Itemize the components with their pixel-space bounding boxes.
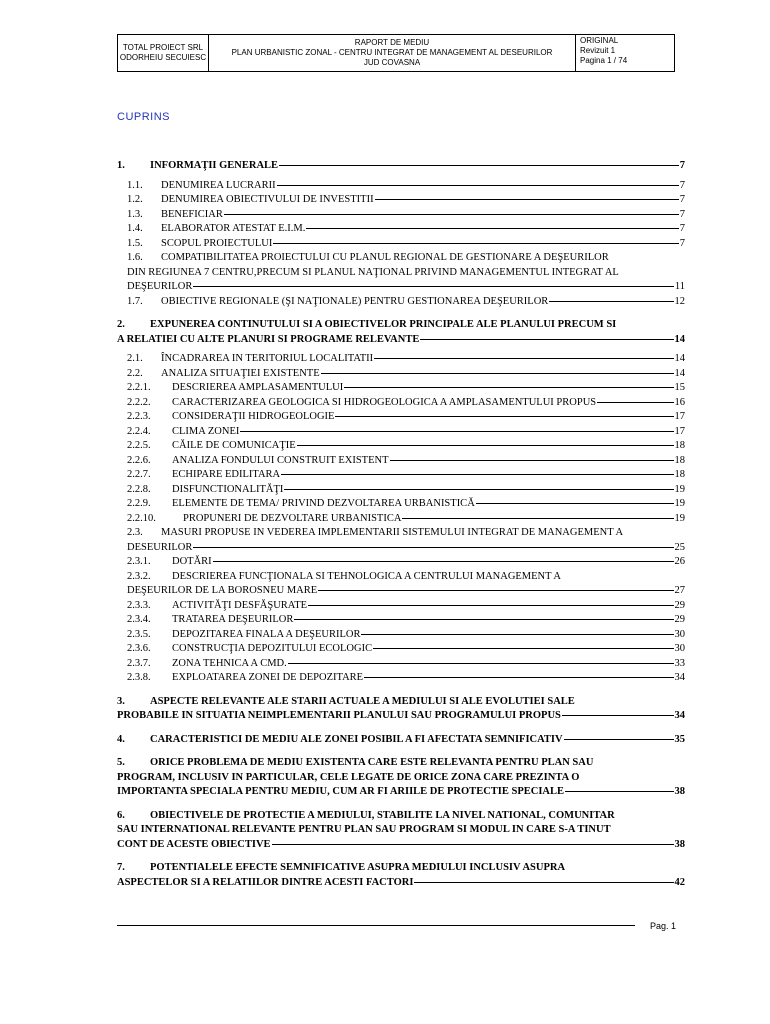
footer-rule bbox=[117, 925, 635, 926]
toc-page: 19 bbox=[674, 483, 685, 495]
toc-page: 18 bbox=[674, 454, 685, 466]
toc-entry[interactable] bbox=[117, 555, 685, 570]
toc-text: SCOPUL PROIECTULUI bbox=[161, 237, 273, 249]
toc-text: CARACTERISTICI DE MEDIU ALE ZONEI POSIBIL A FI AFECTATA SEMNIFICATIV bbox=[150, 733, 563, 745]
toc-leader bbox=[240, 431, 673, 432]
toc-page: 14 bbox=[674, 367, 685, 379]
toc-entry[interactable] bbox=[117, 526, 685, 555]
toc-entry[interactable] bbox=[117, 657, 685, 672]
toc-entry[interactable] bbox=[117, 410, 685, 425]
toc-text: CONSTRUCŢIA DEPOZITULUI ECOLOGIC bbox=[172, 643, 373, 654]
toc-entry[interactable] bbox=[117, 599, 685, 614]
toc-number: 2.3.4. bbox=[127, 614, 151, 625]
toc-entry[interactable] bbox=[117, 159, 685, 174]
toc-page: 33 bbox=[674, 657, 685, 669]
toc-text: ECHIPARE EDILITARA bbox=[172, 469, 281, 480]
toc-entry[interactable] bbox=[117, 439, 685, 454]
toc-page: 18 bbox=[674, 469, 685, 480]
toc-text: INFORMAŢII GENERALE bbox=[150, 160, 279, 171]
toc-page: 34 bbox=[674, 710, 685, 721]
header-title bbox=[209, 35, 576, 72]
toc-page: 19 bbox=[674, 498, 685, 509]
toc-row bbox=[117, 367, 685, 382]
toc-leader bbox=[213, 561, 674, 562]
toc-text: DESEURILOR bbox=[127, 541, 193, 553]
toc-entry[interactable] bbox=[117, 733, 685, 748]
toc-leader bbox=[562, 715, 674, 716]
toc-row bbox=[117, 512, 685, 527]
toc-row bbox=[117, 628, 685, 643]
toc-text: COMPATIBILITATEA PROIECTULUI CU PLANUL REGIONAL DE GESTIONARE A DEŞEURILOR bbox=[161, 252, 609, 263]
toc-number: 3. bbox=[117, 695, 125, 707]
toc-text: IMPORTANTA SPECIALA PENTRU MEDIU, CUM AR FI ARIILE DE PROTECTIE SPECIALE bbox=[117, 786, 565, 797]
toc-first-line bbox=[117, 861, 685, 876]
toc-row bbox=[117, 584, 685, 599]
header-title-line3: JUD COVASNA bbox=[363, 58, 421, 67]
toc-text: DEŞEURILOR DE LA BOROSNEU MARE bbox=[127, 585, 318, 596]
toc-first-line bbox=[117, 318, 685, 333]
toc-text: EXPUNEREA CONTINUTULUI SI A OBIECTIVELOR PRINCIPALE ALE PLANULUI PRECUM SI bbox=[150, 319, 617, 330]
toc-number: 1.6. bbox=[127, 252, 143, 263]
toc-page: 18 bbox=[674, 440, 685, 451]
toc-page: 30 bbox=[674, 643, 685, 654]
toc-leader bbox=[375, 199, 679, 200]
toc-row bbox=[117, 425, 685, 440]
toc-page: 38 bbox=[674, 786, 685, 797]
toc-entry[interactable] bbox=[117, 367, 685, 382]
toc-entry[interactable] bbox=[117, 671, 685, 686]
toc-number: 2.3. bbox=[127, 527, 143, 538]
toc-leader bbox=[565, 791, 673, 792]
toc-row bbox=[117, 208, 685, 223]
toc-first-line bbox=[117, 251, 685, 266]
toc-entry[interactable] bbox=[117, 352, 685, 367]
toc-number: 2.2.2. bbox=[127, 396, 151, 408]
toc-row bbox=[117, 613, 685, 628]
toc-leader bbox=[402, 518, 673, 519]
toc-text: ANALIZA SITUAŢIEI EXISTENTE bbox=[161, 367, 320, 379]
toc-entry[interactable] bbox=[117, 695, 685, 724]
toc-number: 4. bbox=[117, 733, 125, 745]
toc-text: POTENTIALELE EFECTE SEMNIFICATIVE ASUPRA MEDIULUI INCLUSIV ASUPRA bbox=[150, 862, 566, 873]
toc-entry[interactable] bbox=[117, 497, 685, 512]
toc-number: 1.5. bbox=[127, 237, 143, 249]
toc-number: 2.2. bbox=[127, 367, 143, 379]
toc-leader bbox=[361, 634, 673, 635]
toc-text: CONSIDERAŢII HIDROGEOLOGIE bbox=[172, 411, 335, 422]
toc-row bbox=[117, 642, 685, 657]
toc-leader bbox=[321, 373, 674, 374]
toc-number: 2. bbox=[117, 319, 125, 330]
toc-text: ZONA TEHNICA A CMD. bbox=[172, 657, 287, 669]
toc-number: 2.2.1. bbox=[127, 382, 151, 393]
toc-page: 11 bbox=[674, 281, 685, 292]
toc-number: 2.1. bbox=[127, 353, 143, 364]
toc-row bbox=[117, 295, 685, 310]
toc-text-line: DIN REGIUNEA 7 CENTRU,PRECUM SI PLANUL NAŢIONAL PRIVIND MANAGEMENTUL INTEGRAT AL bbox=[127, 266, 619, 278]
toc-page: 12 bbox=[674, 295, 685, 307]
toc-leader bbox=[281, 474, 673, 475]
toc-row bbox=[117, 222, 685, 237]
toc-entry[interactable] bbox=[117, 483, 685, 498]
toc-leader bbox=[284, 489, 673, 490]
header-company-name: TOTAL PROIECT SRL bbox=[122, 43, 204, 52]
toc-text: DENUMIREA LUCRARII bbox=[161, 179, 276, 191]
toc-page: 7 bbox=[679, 223, 685, 234]
toc-page: 26 bbox=[674, 556, 685, 567]
toc-leader bbox=[390, 460, 674, 461]
toc-text: ELEMENTE DE TEMA/ PRIVIND DEZVOLTAREA URBANISTICĂ bbox=[172, 498, 475, 509]
toc-page: 16 bbox=[674, 396, 685, 408]
toc-leader bbox=[297, 445, 674, 446]
toc-entry[interactable] bbox=[117, 570, 685, 599]
toc-entry[interactable] bbox=[117, 809, 685, 853]
toc-text: MASURI PROPUSE IN VEDEREA IMPLEMENTARII SISTEMULUI INTEGRAT DE MANAGEMENT A bbox=[161, 527, 624, 538]
toc-entry[interactable] bbox=[117, 454, 685, 469]
toc-row bbox=[117, 483, 685, 498]
toc-entry[interactable] bbox=[117, 613, 685, 628]
toc-leader bbox=[306, 228, 678, 229]
toc-entry[interactable] bbox=[117, 295, 685, 310]
toc-text: ACTIVITĂŢI DESFĂŞURATE bbox=[172, 599, 308, 611]
toc-text: ASPECTE RELEVANTE ALE STARII ACTUALE A MEDIULUI SI ALE EVOLUTIEI SALE bbox=[150, 695, 575, 707]
toc-first-line bbox=[117, 526, 685, 541]
toc-row bbox=[117, 193, 685, 208]
toc-text: PROBABILE IN SITUATIA NEIMPLEMENTARII PLANULUI SAU PROGRAMULUI PROPUS bbox=[117, 710, 561, 721]
toc-text: DESCRIEREA AMPLASAMENTULUI bbox=[172, 382, 344, 393]
toc-number: 1.2. bbox=[127, 194, 143, 205]
header-title-line1: RAPORT DE MEDIU bbox=[354, 38, 430, 47]
header-meta bbox=[576, 35, 675, 72]
toc-row bbox=[117, 396, 685, 411]
toc-leader bbox=[420, 339, 673, 340]
toc-row bbox=[117, 410, 685, 425]
toc-number: 2.3.1. bbox=[127, 556, 151, 567]
toc-number: 1.4. bbox=[127, 223, 143, 234]
toc-row bbox=[117, 838, 685, 853]
toc-page: 14 bbox=[674, 353, 685, 364]
toc-page: 29 bbox=[674, 614, 685, 625]
toc-number: 2.2.7. bbox=[127, 469, 151, 480]
toc-number: 2.2.6. bbox=[127, 454, 151, 466]
toc-leader bbox=[364, 677, 673, 678]
toc-row bbox=[117, 555, 685, 570]
toc-text: ÎNCADRAREA IN TERITORIUL LOCALITATII bbox=[161, 353, 374, 364]
toc-entry[interactable] bbox=[117, 628, 685, 643]
toc-text: DESCRIEREA FUNCŢIONALA SI TEHNOLOGICA A CENTRULUI MANAGEMENT A bbox=[172, 570, 561, 582]
toc-page: 29 bbox=[674, 599, 685, 611]
toc-leader bbox=[224, 214, 679, 215]
toc-leader bbox=[373, 648, 673, 649]
toc-number: 2.3.3. bbox=[127, 599, 151, 611]
table-of-contents bbox=[117, 150, 685, 890]
toc-leader bbox=[335, 416, 673, 417]
toc-text: OBIECTIVELE DE PROTECTIE A MEDIULUI, STABILITE LA NIVEL NATIONAL, COMUNITAR bbox=[150, 809, 615, 821]
toc-text: ELABORATOR ATESTAT E.I.M. bbox=[161, 223, 306, 234]
toc-number: 2.3.8. bbox=[127, 672, 151, 683]
toc-entry[interactable] bbox=[117, 642, 685, 657]
toc-number: 2.2.5. bbox=[127, 440, 151, 451]
toc-page: 7 bbox=[679, 179, 685, 191]
toc-row bbox=[117, 352, 685, 367]
toc-text-line: SAU INTERNATIONAL RELEVANTE PENTRU PLAN SAU PROGRAM SI MODUL IN CARE S-A TINUT bbox=[117, 824, 611, 835]
toc-text: DEŞEURILOR bbox=[127, 281, 193, 292]
toc-page: 35 bbox=[674, 733, 685, 745]
toc-entry[interactable] bbox=[117, 468, 685, 483]
toc-entry[interactable] bbox=[117, 208, 685, 223]
toc-number: 2.3.6. bbox=[127, 643, 151, 654]
toc-entry[interactable] bbox=[117, 193, 685, 208]
toc-row bbox=[117, 733, 685, 748]
toc-leader bbox=[549, 301, 673, 302]
toc-entry[interactable] bbox=[117, 318, 685, 347]
toc-page: 14 bbox=[674, 333, 685, 345]
toc-row bbox=[117, 657, 685, 672]
toc-page: 7 bbox=[679, 194, 685, 205]
toc-text: ORICE PROBLEMA DE MEDIU EXISTENTA CARE ESTE RELEVANTA PENTRU PLAN SAU bbox=[150, 757, 594, 768]
toc-number: 1.1. bbox=[127, 179, 143, 191]
toc-text: DISFUNCTIONALITĂŢI bbox=[172, 483, 284, 495]
toc-number: 2.3.5. bbox=[127, 628, 151, 640]
toc-first-line bbox=[117, 756, 685, 771]
toc-leader bbox=[374, 358, 673, 359]
toc-row bbox=[117, 381, 685, 396]
toc-entry[interactable] bbox=[117, 425, 685, 440]
toc-page: 15 bbox=[674, 382, 685, 393]
header-company-city: ODORHEIU SECUIESC bbox=[119, 53, 207, 62]
toc-row bbox=[117, 497, 685, 512]
toc-text: A RELATIEI CU ALTE PLANURI SI PROGRAME RELEVANTE bbox=[117, 333, 420, 345]
toc-number: 6. bbox=[117, 809, 125, 821]
toc-text: DENUMIREA OBIECTIVULUI DE INVESTITII bbox=[161, 194, 374, 205]
footer-page-label: Pag. 1 bbox=[650, 921, 677, 931]
toc-row bbox=[117, 541, 685, 556]
toc-page: 34 bbox=[674, 672, 685, 683]
toc-row bbox=[117, 671, 685, 686]
toc-first-line bbox=[117, 809, 685, 824]
toc-text-line: PROGRAM, INCLUSIV IN PARTICULAR, CELE LEGATE DE ORICE ZONA CARE PREZINTA O bbox=[117, 771, 580, 783]
toc-entry[interactable] bbox=[117, 222, 685, 237]
toc-row bbox=[117, 159, 685, 174]
toc-text: CLIMA ZONEI bbox=[172, 425, 240, 437]
toc-row bbox=[117, 785, 685, 800]
toc-leader bbox=[344, 387, 673, 388]
toc-text: CARACTERIZAREA GEOLOGICA SI HIDROGEOLOGICA A AMPLASAMENTULUI PROPUS bbox=[172, 396, 597, 408]
toc-page: 17 bbox=[674, 425, 685, 437]
toc-row bbox=[117, 454, 685, 469]
header-page: Pagina 1 / 74 bbox=[580, 56, 628, 65]
toc-leader bbox=[318, 590, 673, 591]
toc-entry[interactable] bbox=[117, 512, 685, 527]
toc-text: CONT DE ACESTE OBIECTIVE bbox=[117, 838, 271, 850]
toc-page: 27 bbox=[674, 585, 685, 596]
toc-text: TRATAREA DEŞEURILOR bbox=[172, 614, 294, 625]
toc-page: 25 bbox=[674, 541, 685, 553]
header-status: ORIGINAL bbox=[580, 36, 619, 45]
toc-number: 7. bbox=[117, 862, 125, 873]
toc-number: 2.2.10. bbox=[127, 512, 156, 524]
toc-text: CĂILE DE COMUNICAŢIE bbox=[172, 440, 296, 451]
toc-text: DEPOZITAREA FINALA A DEŞEURILOR bbox=[172, 628, 361, 640]
toc-entry[interactable] bbox=[117, 861, 685, 890]
header-revision: Revizuit 1 bbox=[580, 46, 616, 55]
toc-entry[interactable] bbox=[117, 396, 685, 411]
toc-entry[interactable] bbox=[117, 756, 685, 800]
toc-text: EXPLOATAREA ZONEI DE DEPOZITARE bbox=[172, 672, 364, 683]
toc-row bbox=[117, 468, 685, 483]
toc-entry[interactable] bbox=[117, 179, 685, 194]
toc-leader bbox=[193, 286, 674, 287]
toc-page: 38 bbox=[674, 838, 685, 850]
toc-page: 17 bbox=[674, 411, 685, 422]
toc-leader bbox=[193, 547, 673, 548]
toc-row bbox=[117, 280, 685, 295]
toc-entry[interactable] bbox=[117, 237, 685, 252]
toc-text: BENEFICIAR bbox=[161, 208, 223, 220]
toc-row bbox=[117, 439, 685, 454]
toc-row bbox=[117, 333, 685, 348]
toc-page: 7 bbox=[679, 237, 685, 249]
toc-leader bbox=[272, 844, 674, 845]
toc-entry[interactable] bbox=[117, 381, 685, 396]
toc-row bbox=[117, 237, 685, 252]
toc-number: 2.2.3. bbox=[127, 411, 151, 422]
toc-number: 2.2.4. bbox=[127, 425, 151, 437]
toc-number: 2.2.9. bbox=[127, 498, 151, 509]
toc-page: 19 bbox=[674, 512, 685, 524]
toc-first-line bbox=[117, 695, 685, 710]
toc-number: 1. bbox=[117, 160, 125, 171]
toc-number: 2.2.8. bbox=[127, 483, 151, 495]
toc-entry[interactable] bbox=[117, 251, 685, 295]
toc-row bbox=[117, 876, 685, 891]
toc-page: 42 bbox=[674, 876, 685, 888]
toc-first-line bbox=[117, 570, 685, 585]
toc-leader bbox=[294, 619, 673, 620]
toc-page: 7 bbox=[679, 160, 685, 171]
toc-number: 2.3.7. bbox=[127, 657, 151, 669]
toc-leader bbox=[288, 663, 674, 664]
toc-number: 5. bbox=[117, 757, 125, 768]
toc-row bbox=[117, 179, 685, 194]
toc-text: PROPUNERI DE DEZVOLTARE URBANISTICA bbox=[183, 512, 402, 524]
toc-text: ASPECTELOR SI A RELATIILOR DINTRE ACESTI FACTORI bbox=[117, 876, 414, 888]
toc-page: 7 bbox=[679, 208, 685, 220]
toc-text: ANALIZA FONDULUI CONSTRUIT EXISTENT bbox=[172, 454, 389, 466]
toc-number: 2.3.2. bbox=[127, 570, 151, 582]
toc-leader bbox=[597, 402, 673, 403]
toc-text: DOTĂRI bbox=[172, 556, 212, 567]
toc-leader bbox=[308, 605, 673, 606]
header-company bbox=[118, 35, 209, 72]
toc-leader bbox=[273, 243, 678, 244]
toc-row bbox=[117, 709, 685, 724]
page-header-table bbox=[117, 34, 675, 72]
toc-number: 1.7. bbox=[127, 295, 143, 307]
toc-leader bbox=[414, 882, 673, 883]
toc-leader bbox=[476, 503, 674, 504]
toc-number: 1.3. bbox=[127, 208, 143, 220]
toc-leader bbox=[564, 739, 674, 740]
toc-text: OBIECTIVE REGIONALE (ŞI NAŢIONALE) PENTRU GESTIONAREA DEŞEURILOR bbox=[161, 295, 549, 307]
toc-title: CUPRINS bbox=[117, 111, 171, 123]
header-title-line2: PLAN URBANISTIC ZONAL - CENTRU INTEGRAT DE MANAGEMENT AL DESEURILOR bbox=[231, 48, 553, 57]
toc-leader bbox=[277, 185, 679, 186]
toc-row bbox=[117, 599, 685, 614]
toc-page: 30 bbox=[674, 628, 685, 640]
toc-leader bbox=[279, 165, 679, 166]
